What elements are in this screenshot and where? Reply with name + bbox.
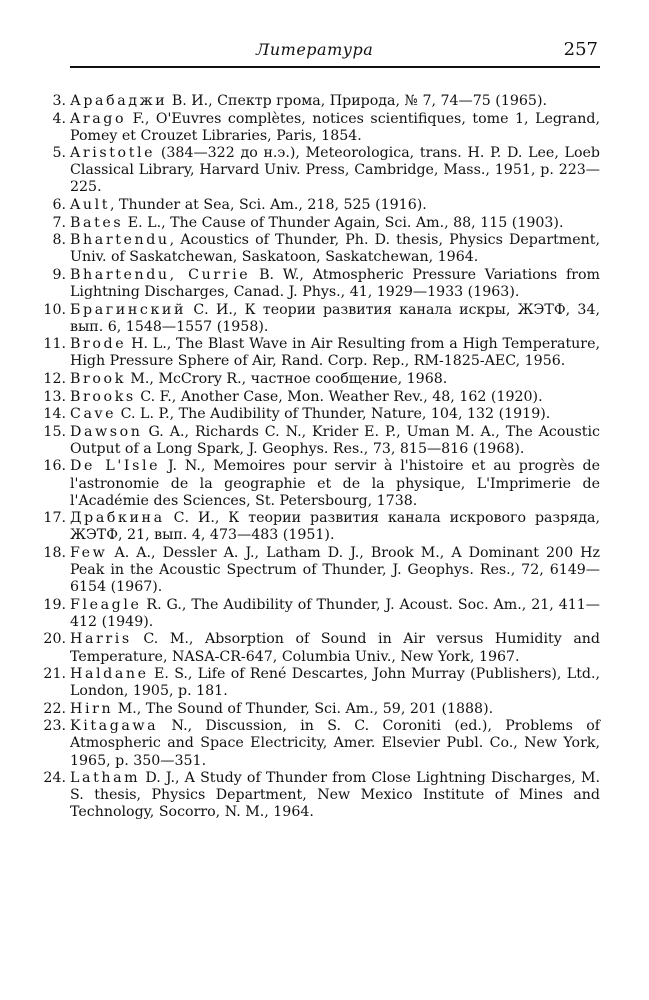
reference-number: 5. bbox=[52, 145, 66, 162]
reference-item bbox=[34, 770, 600, 821]
reference-text bbox=[70, 93, 600, 110]
reference-details: С. И., К теории развития канала искры, ЖЭТФ, 34, вып. 6, 1548—1557 (1958). bbox=[70, 301, 600, 335]
reference-author: Latham bbox=[70, 770, 141, 787]
reference-author: Cave bbox=[70, 406, 117, 423]
reference-item bbox=[34, 302, 600, 336]
reference-item bbox=[34, 389, 600, 406]
reference-author: Brook bbox=[70, 371, 126, 387]
reference-details: M., McCrory R., частное сообщение, 1968. bbox=[125, 371, 448, 387]
reference-details: F., O'Euvres complètes, notices scientifiques, tome 1, Legrand, Pomey et Crouzet Libraries, Paris, 1854. bbox=[70, 110, 600, 144]
reference-number: 12. bbox=[43, 371, 66, 387]
reference-details: (384—322 до н.э.), Meteorologica, trans. H. P. D. Lee, Loeb Classical Library, Harvard Univ. Press, Cambridge, Mass., 1951, p. 223—225. bbox=[70, 145, 600, 196]
page-header bbox=[70, 38, 600, 62]
reference-details: D. J., A Study of Thunder from Close Lightning Discharges, M. S. thesis, Physics Department, New Mexico Institute of Mines and Technology, Socorro, N. M., 1964. bbox=[70, 770, 600, 821]
reference-text bbox=[70, 197, 600, 214]
reference-item bbox=[34, 666, 600, 700]
reference-item bbox=[34, 406, 600, 423]
page-number: 257 bbox=[563, 39, 598, 60]
reference-number: 8. bbox=[52, 232, 66, 249]
reference-number: 6. bbox=[52, 197, 66, 214]
reference-details: E. S., Life of René Descartes, John Murray (Publishers), Ltd., London, 1905, p. 181. bbox=[70, 666, 600, 700]
reference-text bbox=[70, 458, 600, 509]
reference-item bbox=[34, 111, 600, 145]
reference-item bbox=[34, 545, 600, 596]
reference-number: 18. bbox=[43, 544, 66, 561]
reference-author: Bhartendu, Currie bbox=[70, 266, 251, 283]
reference-author: Haldane bbox=[70, 666, 149, 683]
reference-text bbox=[70, 770, 600, 821]
reference-number: 16. bbox=[43, 458, 66, 475]
reference-number: 7. bbox=[52, 214, 66, 231]
reference-text bbox=[70, 267, 600, 301]
reference-number: 10. bbox=[43, 301, 66, 318]
reference-list bbox=[34, 93, 600, 822]
reference-details: B. W., Atmospheric Pressure Variations from Lightning Discharges, Canad. J. Phys., 41, 1929—1933 (1963). bbox=[70, 266, 600, 301]
reference-details: C. L. P., The Audibility of Thunder, Nature, 104, 132 (1919). bbox=[116, 406, 551, 423]
reference-number: 17. bbox=[43, 510, 66, 527]
reference-details: H. L., The Blast Wave in Air Resulting from a High Temperature, High Pressure Sphere of Air, Rand. Corp. Rep., RM-1825-AEC, 1956. bbox=[70, 336, 600, 370]
reference-item bbox=[34, 458, 600, 509]
reference-details: R. G., The Audibility of Thunder, J. Acoust. Soc. Am., 21, 411—412 (1949). bbox=[70, 596, 600, 630]
reference-number: 3. bbox=[52, 93, 66, 109]
reference-text bbox=[70, 424, 600, 458]
reference-number: 19. bbox=[43, 596, 66, 613]
reference-details: M., The Sound of Thunder, Sci. Am., 59, 201 (1888). bbox=[113, 700, 494, 717]
reference-text bbox=[70, 406, 600, 423]
reference-author: Брагинский bbox=[70, 301, 187, 318]
reference-author: Arago bbox=[70, 110, 127, 127]
reference-item bbox=[34, 371, 600, 388]
reference-author: Fleagle bbox=[70, 596, 142, 613]
reference-details: C. F., Another Case, Mon. Weather Rev., 48, 162 (1920). bbox=[135, 388, 543, 405]
reference-author: Ault bbox=[70, 197, 111, 214]
reference-details: A. A., Dessler A. J., Latham D. J., Brook M., A Dominant 200 Hz Peak in the Acoustic Spectrum of Thunder, J. Geophys. Res., 72, 6149—6154 (1967). bbox=[70, 544, 600, 596]
reference-author: Kitagawa bbox=[70, 718, 159, 735]
reference-item bbox=[34, 631, 600, 665]
reference-author: Few bbox=[70, 544, 108, 561]
reference-number: 14. bbox=[43, 406, 66, 423]
reference-number: 21. bbox=[43, 666, 66, 683]
reference-author: Brode bbox=[70, 336, 127, 353]
reference-details: G. A., Richards C. N., Krider E. P., Uman M. A., The Acoustic Output of a Long Spark, J. Geophys. Res., 73, 815—816 (1968). bbox=[70, 423, 600, 457]
reference-text bbox=[70, 389, 600, 406]
reference-number: 23. bbox=[43, 718, 66, 735]
reference-text bbox=[70, 232, 600, 266]
reference-item bbox=[34, 510, 600, 544]
reference-details: С. И., К теории развития канала искрового разряда, ЖЭТФ, 21, вып. 4, 473—483 (1951). bbox=[70, 510, 600, 544]
reference-item bbox=[34, 232, 600, 266]
reference-item bbox=[34, 93, 600, 110]
reference-author: Brooks bbox=[70, 388, 136, 405]
reference-item bbox=[34, 267, 600, 301]
header-rule bbox=[70, 66, 600, 68]
reference-text bbox=[70, 545, 600, 596]
reference-number: 15. bbox=[43, 423, 66, 440]
reference-text bbox=[70, 597, 600, 631]
reference-author: Bates bbox=[70, 214, 124, 231]
reference-text bbox=[70, 510, 600, 544]
reference-item bbox=[34, 197, 600, 214]
reference-item bbox=[34, 215, 600, 232]
reference-author: Aristotle bbox=[70, 145, 156, 162]
reference-text bbox=[70, 111, 600, 145]
reference-details: В. И., Спектр грома, Природа, № 7, 74—75 (1965). bbox=[167, 93, 547, 109]
reference-text bbox=[70, 631, 600, 665]
reference-text bbox=[70, 215, 600, 232]
reference-item bbox=[34, 701, 600, 718]
reference-item bbox=[34, 145, 600, 196]
reference-number: 22. bbox=[43, 700, 66, 717]
reference-details: J. N., Memoires pour servir à l'histoire et au progrès de l'astronomie de la geographie et de la physique, L'Imprimerie de l'Académie des Sciences, St. Petersbourg, 1738. bbox=[70, 458, 600, 509]
reference-number: 9. bbox=[52, 266, 66, 283]
reference-number: 24. bbox=[43, 770, 66, 787]
reference-text bbox=[70, 336, 600, 370]
reference-text bbox=[70, 302, 600, 336]
reference-text bbox=[70, 145, 600, 196]
reference-text bbox=[70, 371, 600, 388]
reference-number: 4. bbox=[52, 110, 66, 127]
reference-item bbox=[34, 718, 600, 769]
reference-item bbox=[34, 597, 600, 631]
reference-details: E. L., The Cause of Thunder Again, Sci. Am., 88, 115 (1903). bbox=[123, 214, 564, 231]
reference-author: De L'Isle bbox=[70, 458, 161, 475]
reference-author: Арабаджи bbox=[70, 93, 168, 109]
running-title: Литература bbox=[256, 40, 374, 59]
reference-author: Harris bbox=[70, 631, 132, 648]
reference-details: , Acoustics of Thunder, Ph. D. thesis, Physics Department, Univ. of Saskatchewan, Saskatoon, Saskatchewan, 1964. bbox=[70, 232, 600, 266]
reference-text bbox=[70, 666, 600, 700]
reference-author: Hirn bbox=[70, 700, 114, 717]
reference-author: Dawson bbox=[70, 423, 143, 440]
reference-item bbox=[34, 424, 600, 458]
reference-details: N., Discussion, in S. C. Coroniti (ed.), Problems of Atmospheric and Space Electricity, Amer. Elsevier Publ. Co., New York, 1965, p. 350—351. bbox=[70, 718, 600, 769]
reference-number: 13. bbox=[43, 388, 66, 405]
reference-details: C. M., Absorption of Sound in Air versus Humidity and Temperature, NASA-CR-647, Columbia Univ., New York, 1967. bbox=[70, 631, 600, 665]
reference-item bbox=[34, 336, 600, 370]
reference-number: 11. bbox=[43, 336, 66, 353]
reference-details: , Thunder at Sea, Sci. Am., 218, 525 (1916). bbox=[110, 197, 427, 214]
reference-author: Bhartendu bbox=[70, 232, 170, 249]
reference-number: 20. bbox=[43, 631, 66, 648]
reference-text bbox=[70, 701, 600, 718]
reference-text bbox=[70, 718, 600, 769]
reference-author: Драбкина bbox=[70, 510, 165, 527]
